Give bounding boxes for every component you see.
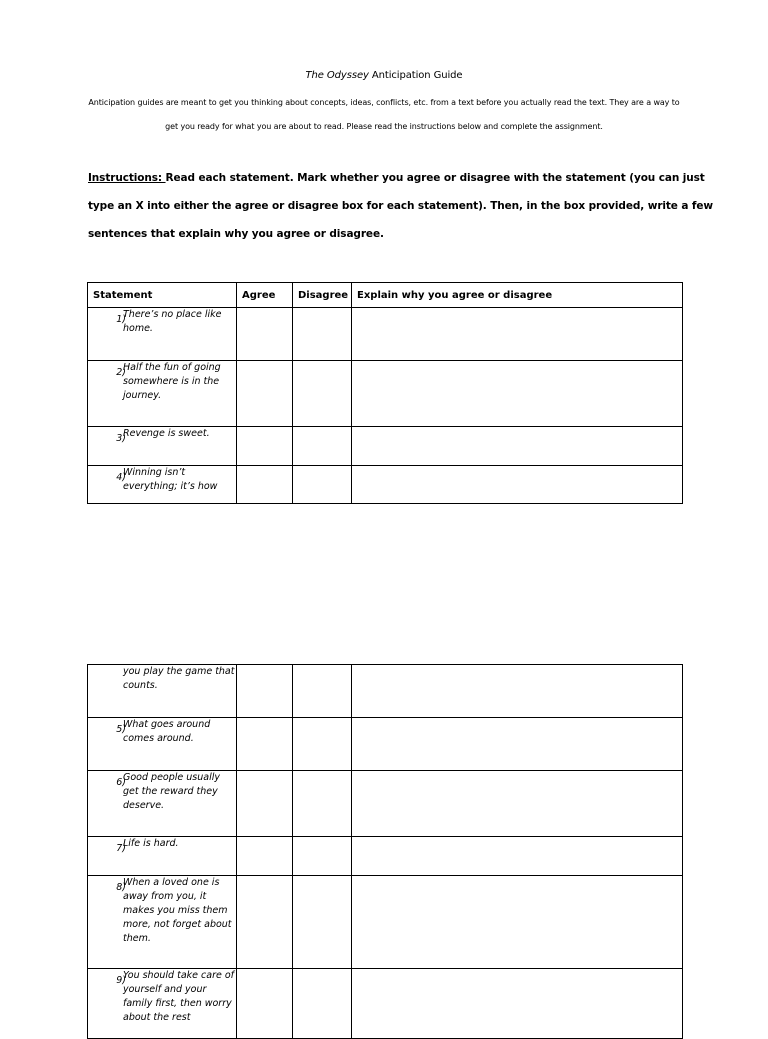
statement-text: There’s no place like home. (123, 309, 222, 334)
statement-cell (88, 969, 237, 1039)
intro-line-1: Anticipation guides are meant to get you thinking about concepts, ideas, conflicts, etc. from a text before you actually read the text. They are a way to (88, 98, 680, 107)
statement-number: 6) (116, 777, 126, 788)
title-rest: Anticipation Guide (368, 70, 463, 81)
explain-cell[interactable] (352, 361, 683, 427)
explain-cell[interactable] (352, 969, 683, 1039)
disagree-cell[interactable] (293, 361, 352, 427)
explain-cell[interactable] (352, 876, 683, 969)
anticipation-table-page-1 (87, 282, 683, 504)
instructions-text-1: Read each statement. Mark whether you agree or disagree with the statement (you can just (165, 172, 705, 184)
disagree-cell[interactable] (293, 876, 352, 969)
statement-text: you play the game that counts. (123, 666, 235, 691)
agree-cell[interactable] (237, 427, 293, 466)
statement-text: When a loved one is away from you, it makes you miss them more, not forget about them. (123, 877, 232, 944)
disagree-cell[interactable] (293, 308, 352, 361)
disagree-cell[interactable] (293, 466, 352, 504)
statement-cell (88, 361, 237, 427)
statement-cell (88, 718, 237, 771)
table-row (88, 361, 683, 427)
table-row (88, 969, 683, 1039)
statement-text: Life is hard. (123, 838, 179, 849)
title-italic: The Odyssey (305, 70, 369, 81)
table-row (88, 308, 683, 361)
explain-cell[interactable] (352, 427, 683, 466)
statement-text: What goes around comes around. (123, 719, 211, 744)
explain-cell[interactable] (352, 665, 683, 718)
agree-cell[interactable] (237, 718, 293, 771)
agree-cell[interactable] (237, 308, 293, 361)
header-agree: Agree (237, 283, 293, 308)
disagree-cell[interactable] (293, 969, 352, 1039)
explain-cell[interactable] (352, 771, 683, 837)
header-explain: Explain why you agree or disagree (352, 283, 683, 308)
table-row (88, 466, 683, 504)
agree-cell[interactable] (237, 466, 293, 504)
statement-cell (88, 665, 237, 718)
statement-text: You should take care of yourself and your family first, then worry about the rest (123, 970, 234, 1023)
table-row (88, 771, 683, 837)
table-row (88, 876, 683, 969)
explain-cell[interactable] (352, 718, 683, 771)
agree-cell[interactable] (237, 771, 293, 837)
table-row (88, 665, 683, 718)
statement-number: 5) (116, 724, 126, 735)
anticipation-table-page-2 (87, 664, 683, 1039)
statement-number: 1) (116, 314, 126, 325)
disagree-cell[interactable] (293, 427, 352, 466)
statement-number: 4) (116, 472, 126, 483)
statement-cell (88, 427, 237, 466)
statement-cell (88, 308, 237, 361)
agree-cell[interactable] (237, 969, 293, 1039)
statement-text: Half the fun of going somewhere is in the journey. (123, 362, 221, 401)
disagree-cell[interactable] (293, 837, 352, 876)
table-row (88, 837, 683, 876)
table-row (88, 427, 683, 466)
explain-cell[interactable] (352, 466, 683, 504)
document-title (0, 70, 768, 81)
explain-cell[interactable] (352, 837, 683, 876)
header-disagree: Disagree (293, 283, 352, 308)
agree-cell[interactable] (237, 665, 293, 718)
disagree-cell[interactable] (293, 771, 352, 837)
table-row (88, 718, 683, 771)
instructions-label: Instructions: (88, 172, 166, 184)
statement-number: 7) (116, 843, 126, 854)
table-header-row (88, 283, 683, 308)
statement-cell (88, 466, 237, 504)
disagree-cell[interactable] (293, 718, 352, 771)
header-statement: Statement (88, 283, 237, 308)
statement-cell (88, 771, 237, 837)
statement-number: 8) (116, 882, 126, 893)
statement-number: 2) (116, 367, 126, 378)
intro-line-2: get you ready for what you are about to read. Please read the instructions below and complete the assignment. (165, 122, 603, 131)
statement-cell (88, 837, 237, 876)
statement-text: Revenge is sweet. (123, 428, 210, 439)
instructions-line-2: type an X into either the agree or disagree box for each statement). Then, in the box provided, write a few (88, 200, 714, 212)
agree-cell[interactable] (237, 361, 293, 427)
agree-cell[interactable] (237, 876, 293, 969)
instructions-line-3: sentences that explain why you agree or disagree. (88, 228, 384, 240)
statement-number: 9) (116, 975, 126, 986)
instructions-line-1 (88, 172, 705, 184)
agree-cell[interactable] (237, 837, 293, 876)
explain-cell[interactable] (352, 308, 683, 361)
disagree-cell[interactable] (293, 665, 352, 718)
statement-text: Winning isn’t everything; it’s how (123, 467, 218, 492)
statement-cell (88, 876, 237, 969)
statement-number: 3) (116, 433, 126, 444)
statement-text: Good people usually get the reward they deserve. (123, 772, 220, 811)
